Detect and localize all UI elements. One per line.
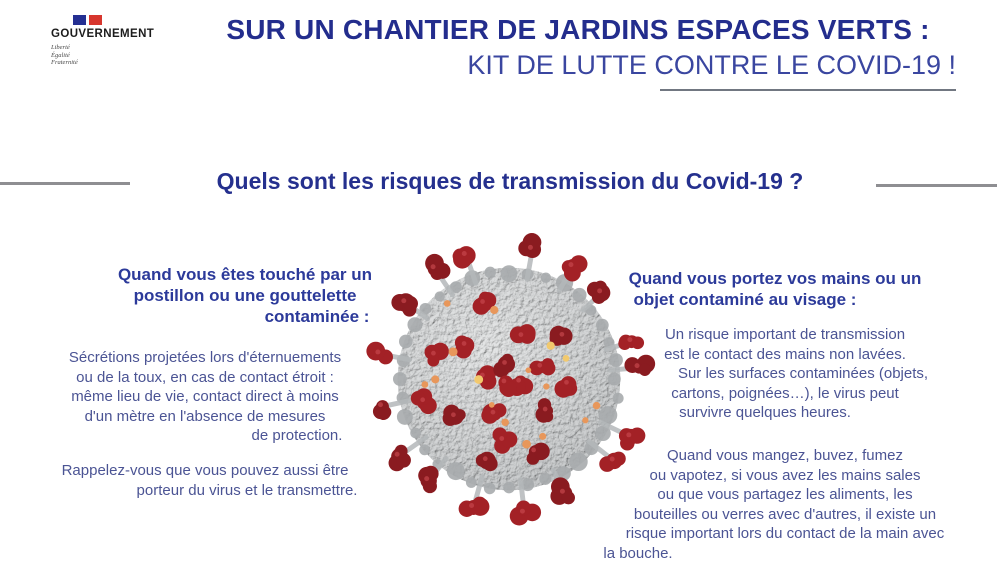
logo-wordmark: GOUVERNEMENT xyxy=(51,28,155,40)
left-column-paragraph-1: Sécrétions projetées lors d'éternuements ou de la toux, en cas de contact étroit : même lieu de vie, contact direct à moins d'un mètre en l'absence de mesures de protection. xyxy=(68,349,343,444)
coronavirus-image xyxy=(360,230,658,528)
logo-motto: Liberté Égalité Fraternité xyxy=(51,44,78,66)
right-column-heading: Quand vous portez vos mains ou un objet contaminé au visage : xyxy=(628,269,922,309)
french-flag-icon xyxy=(73,15,181,25)
flag-blue-block xyxy=(73,15,86,25)
page-title: SUR UN CHANTIER DE JARDINS ESPACES VERTS : xyxy=(226,14,930,45)
right-column-paragraph-1: Un risque important de transmission est le contact des mains non lavées. Sur les surfaces contaminées (objets, cartons, poignées…), le virus peut survivre quelques heures. xyxy=(664,326,929,421)
section-heading: Quels sont les risques de transmission du Covid-19 ? xyxy=(216,168,804,194)
heading-rule-left xyxy=(0,182,130,185)
heading-rule-right xyxy=(876,184,997,187)
left-column-paragraph-2: Rappelez-vous que vous pouvez aussi être porteur du virus et le transmettre. xyxy=(61,462,358,499)
right-column-paragraph-2: Quand vous mangez, buvez, fumez ou vapotez, si vous avez les mains sales ou que vous partagez les aliments, les bouteilles ou verres avec d'autres, il existe un risque important lors du contact de la main avec la bouche. xyxy=(603,447,945,561)
page-subtitle: KIT DE LUTTE CONTRE LE COVID-19 ! xyxy=(467,50,956,80)
subtitle-underline xyxy=(660,89,956,91)
flag-red-block xyxy=(89,15,102,25)
left-column-heading: Quand vous êtes touché par un postillon ou une gouttelette contaminée : xyxy=(117,265,373,326)
gouvernement-logo xyxy=(51,15,181,67)
